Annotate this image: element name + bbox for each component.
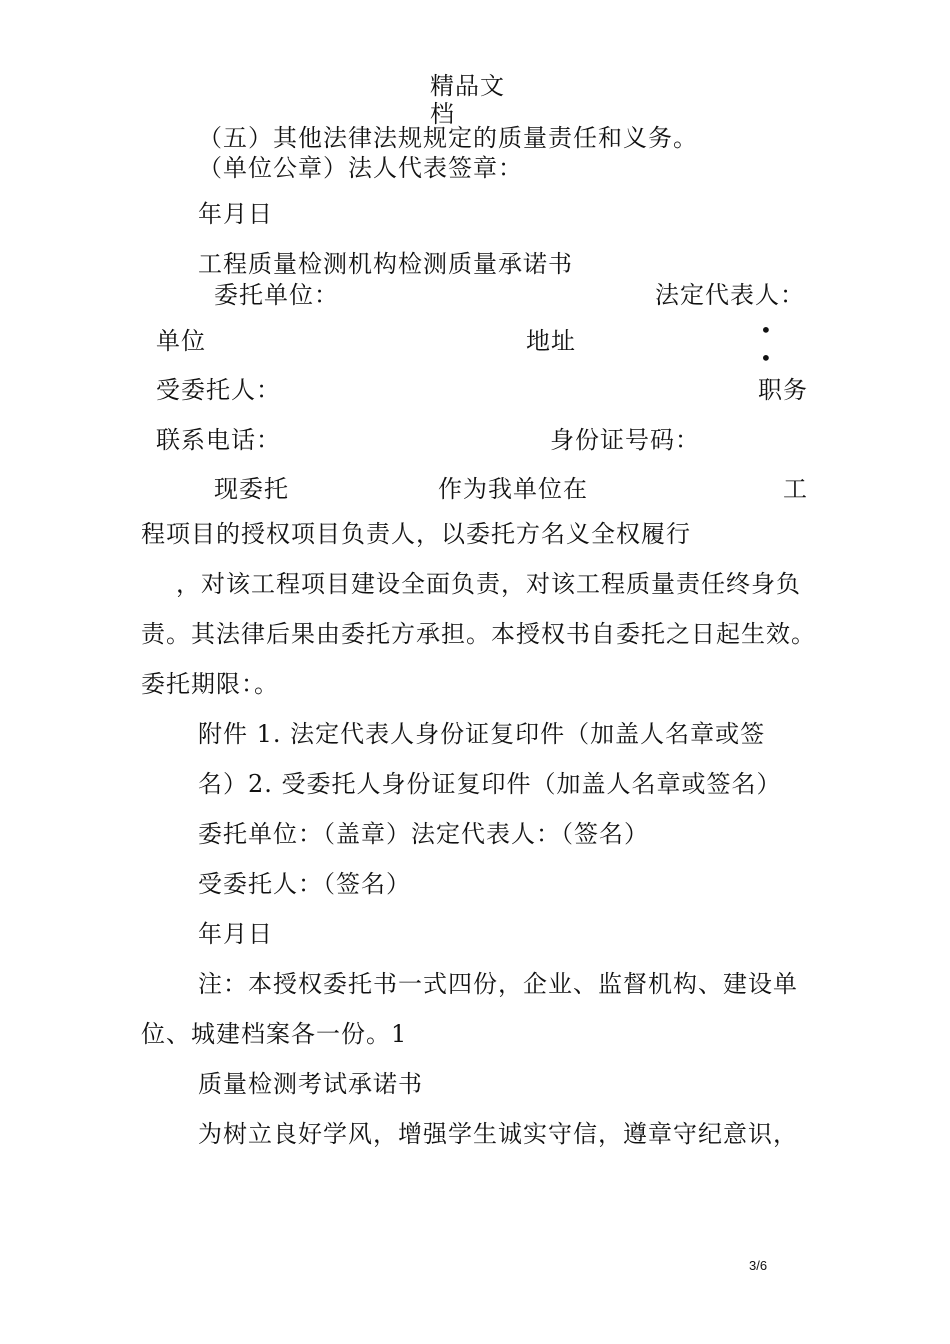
field-label: 地址 [526,327,576,355]
section-title: 工程质量检测机构检测质量承诺书 [198,250,573,278]
text-line: 责。其法律后果由委托方承担。本授权书自委托之日起生效。 [141,620,816,648]
header-line-2: 档 [430,100,455,128]
bullet-dot: • [760,318,772,342]
field-label: 身份证号码： [550,426,700,454]
section-title: 质量检测考试承诺书 [198,1070,423,1098]
text-line: （单位公章）法人代表签章： [198,154,523,182]
text-line: 委托单位：（盖章）法定代表人：（签名） [198,820,649,848]
header-line-1: 精品文 [430,72,505,100]
field-label: 委托单位： [214,281,339,309]
text-line: 附件 1. 法定代表人身份证复印件（加盖人名章或签 [198,720,766,748]
text-line: 注：本授权委托书一式四份，企业、监督机构、建设单 [198,970,798,998]
text-line: ，对该工程项目建设全面负责，对该工程质量责任终身负 [176,570,801,598]
text-line: 委托期限：。 [141,670,279,698]
text-line: 受委托人：（签名） [198,870,411,898]
text-line: 位、城建档案各一份。1 [141,1020,408,1048]
field-label: 联系电话： [156,426,281,454]
text-fragment: 工 [783,475,808,503]
text-line: 为树立良好学风，增强学生诚实守信，遵章守纪意识， [198,1120,798,1148]
bullet-dot: • [760,346,772,370]
text-line: 程项目的授权项目负责人，以委托方名义全权履行 [141,520,691,548]
field-label: 受委托人： [156,376,281,404]
field-label: 单位 [156,327,206,355]
text-fragment: 作为我单位在 [438,475,588,503]
page-number: 3/6 [749,1258,768,1273]
text-line: 年月日 [198,920,273,948]
text-line: 名）2. 受委托人身份证复印件（加盖人名章或签名） [198,770,782,798]
field-label: 法定代表人： [655,281,805,309]
text-line: （五）其他法律法规规定的质量责任和义务。 [198,124,698,152]
text-line: 年月日 [198,200,273,228]
field-label: 职务 [758,376,808,404]
text-fragment: 现委托 [214,475,289,503]
